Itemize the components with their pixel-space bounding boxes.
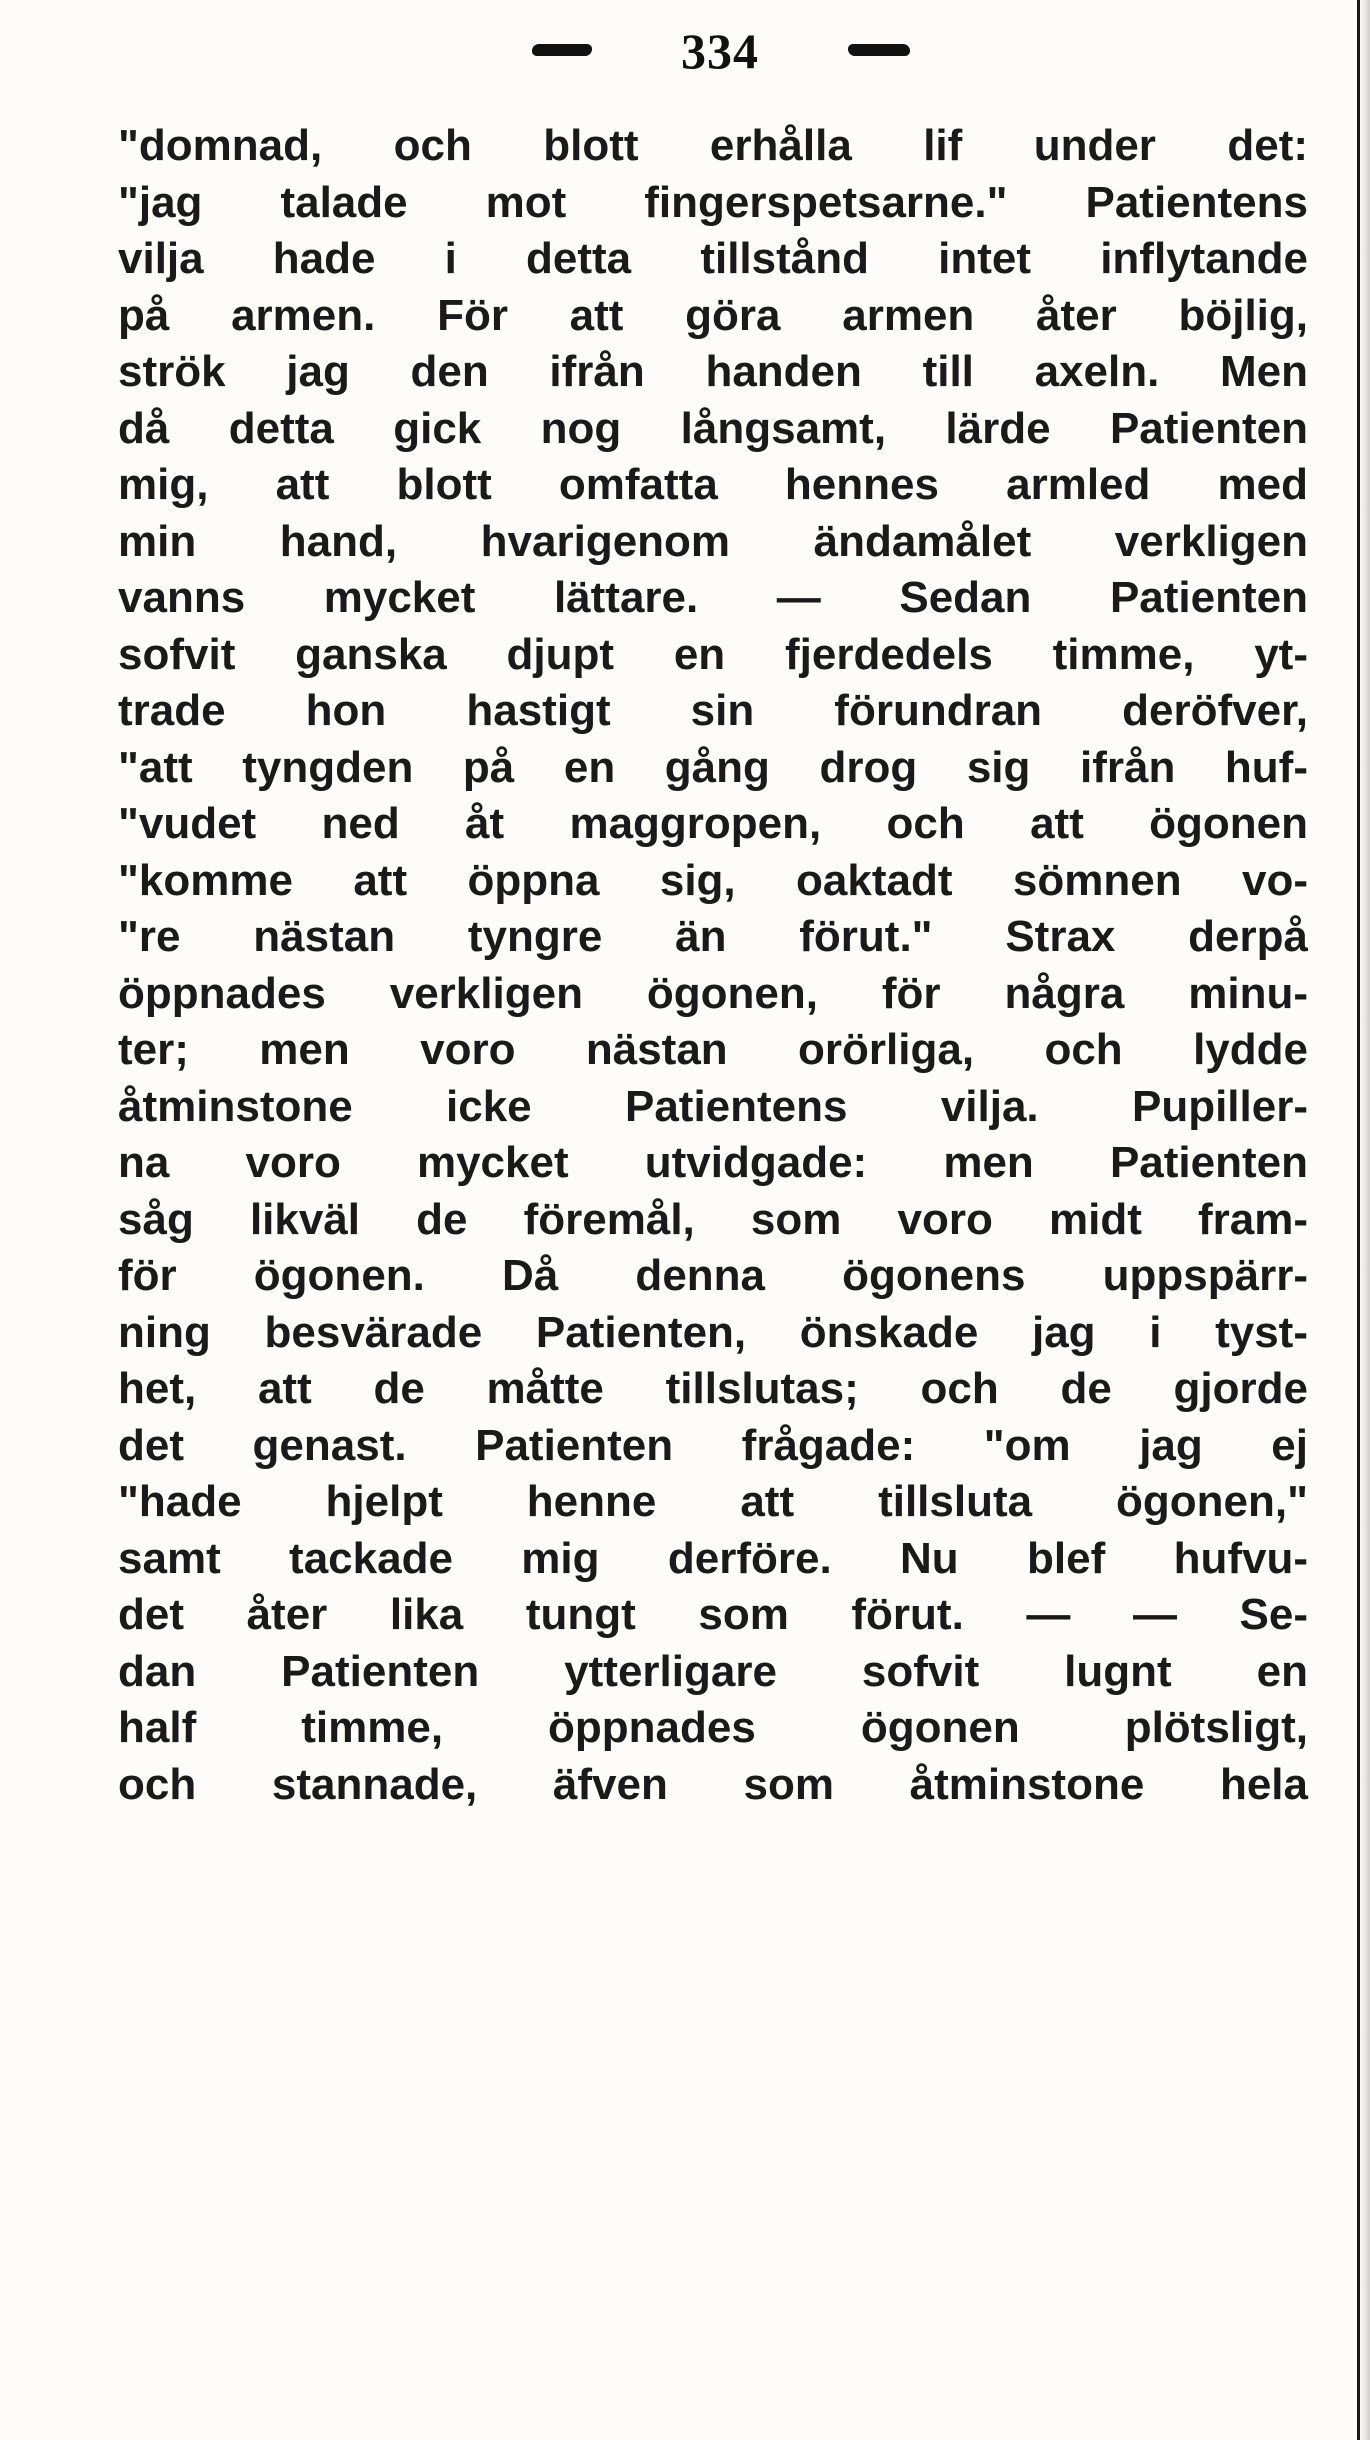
text-line: trade hon hastigt sin förundran deröfver, bbox=[118, 686, 1308, 735]
text-line: åtminstone icke Patientens vilja. Pupiller- bbox=[118, 1081, 1308, 1131]
text-line: öppnades verkligen ögonen, för några minu- bbox=[118, 968, 1308, 1018]
text-line: dan Patienten ytterligare sofvit lugnt en bbox=[118, 1646, 1308, 1696]
text-line: vilja hade i detta tillstånd intet inflytande bbox=[118, 234, 1308, 283]
text-line: min hand, hvarigenom ändamålet verkligen bbox=[118, 516, 1308, 566]
text-line: ning besvärade Patienten, önskade jag i tyst- bbox=[118, 1307, 1308, 1357]
text-line: "att tyngden på en gång drog sig ifrån huf- bbox=[118, 742, 1308, 792]
text-line: sofvit ganska djupt en fjerdedels timme, yt- bbox=[118, 629, 1308, 679]
text-line: "vudet ned åt maggropen, och att ögonen bbox=[118, 799, 1308, 848]
text-line: på armen. För att göra armen åter böjlig, bbox=[118, 290, 1308, 340]
text-line: vanns mycket lättare. — Sedan Patienten bbox=[118, 573, 1308, 622]
header-ornament-left bbox=[531, 44, 593, 56]
text-line: "domnad, och blott erhålla lif under det: bbox=[118, 121, 1308, 170]
text-line: för ögonen. Då denna ögonens uppspärr- bbox=[118, 1251, 1308, 1300]
text-line: "jag talade mot fingerspetsarne." Patientens bbox=[118, 177, 1308, 227]
page-edge-line bbox=[1357, 0, 1360, 2440]
text-line: strök jag den ifrån handen till axeln. Men bbox=[118, 347, 1308, 396]
text-line: "hade hjelpt henne att tillsluta ögonen," bbox=[118, 1477, 1308, 1526]
text-line: samt tackade mig derföre. Nu blef hufvu- bbox=[118, 1533, 1308, 1583]
text-line: "komme att öppna sig, oaktadt sömnen vo- bbox=[118, 855, 1308, 905]
text-line: det genast. Patienten frågade: "om jag ej bbox=[118, 1420, 1308, 1470]
header-ornament-right bbox=[847, 44, 911, 56]
text-line: det åter lika tungt som förut. — — Se- bbox=[118, 1590, 1308, 1639]
text-line: "re nästan tyngre än förut." Strax derpå bbox=[118, 912, 1308, 961]
text-line: half timme, öppnades ögonen plötsligt, bbox=[118, 1703, 1308, 1752]
text-line: na voro mycket utvidgade: men Patienten bbox=[118, 1138, 1308, 1187]
text-line: het, att de måtte tillslutas; och de gjorde bbox=[118, 1364, 1308, 1413]
text-line: då detta gick nog långsamt, lärde Patienten bbox=[118, 403, 1308, 453]
text-line: såg likväl de föremål, som voro midt fram- bbox=[118, 1194, 1308, 1244]
text-line: och stannade, äfven som åtminstone hela bbox=[118, 1759, 1308, 1809]
text-line: ter; men voro nästan orörliga, och lydde bbox=[118, 1025, 1308, 1074]
page-number: 334 bbox=[681, 23, 759, 79]
body-text bbox=[118, 118, 1308, 1813]
page-header bbox=[0, 8, 1370, 108]
text-line: mig, att blott omfatta hennes armled med bbox=[118, 460, 1308, 509]
